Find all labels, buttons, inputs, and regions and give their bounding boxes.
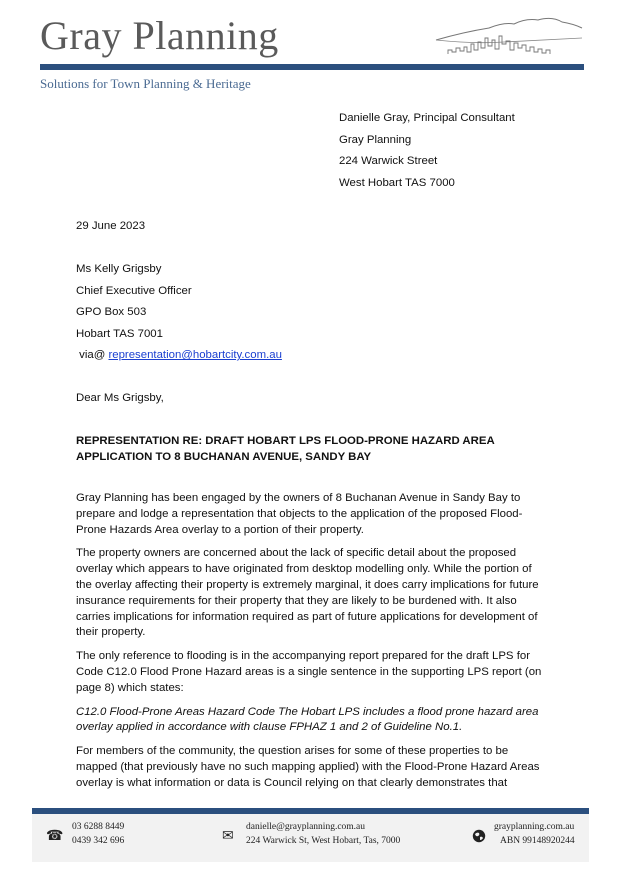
footer-email: danielle@grayplanning.com.au bbox=[246, 822, 366, 832]
recipient-address-block bbox=[76, 261, 282, 369]
footer-contact bbox=[246, 820, 400, 848]
quoted-paragraph: C12.0 Flood-Prone Areas Hazard Code The Hobart LPS includes a flood prone hazard area overlay applied in accordance with clause FPHAZ 1 and 2 of Guideline No.1. bbox=[76, 705, 539, 734]
recipient-email-link[interactable]: representation@hobartcity.com.au bbox=[108, 349, 282, 362]
company-tagline: Solutions for Town Planning & Heritage bbox=[40, 76, 251, 91]
sender-company: Gray Planning bbox=[339, 133, 412, 146]
footer-phone-2: 0439 342 696 bbox=[72, 836, 125, 846]
footer-abn: ABN 99148920244 bbox=[500, 836, 575, 846]
email-prefix: via@ bbox=[76, 349, 109, 362]
body-paragraph: The property owners are concerned about the lack of specific detail about the proposed overlay which appears to have originated from desktop modelling only. While the portion of the overlay affecting their property is extremely marginal, it does carry implications for future insurance requirements for their property that they are likely to be burdened with. It also carries implications for information required as part of future applications for development of their property. bbox=[76, 547, 539, 639]
sender-suburb: West Hobart TAS 7000 bbox=[339, 176, 455, 189]
body-paragraph: Gray Planning has been engaged by the owners of 8 Buchanan Avenue in Sandy Bay to prepare and lodge a representation that objects to the application of the proposed Flood-Prone Hazards Area overlay to a portion of their property. bbox=[76, 492, 523, 536]
recipient-email-line bbox=[76, 347, 282, 369]
recipient-po-box: GPO Box 503 bbox=[76, 306, 147, 319]
letter-date: 29 June 2023 bbox=[76, 220, 146, 232]
sender-street: 224 Warwick Street bbox=[339, 155, 438, 168]
header-divider bbox=[40, 64, 584, 70]
footer bbox=[32, 814, 589, 862]
footer-address: 224 Warwick St, West Hobart, Tas, 7000 bbox=[246, 836, 401, 846]
mail-icon: ✉ bbox=[222, 827, 234, 843]
recipient-city: Hobart TAS 7001 bbox=[76, 327, 163, 340]
letter-subject: REPRESENTATION RE: DRAFT HOBART LPS FLOOD-PRONE HAZARD AREA APPLICATION TO 8 BUCHANAN AVENUE, SANDY BAY bbox=[76, 435, 495, 463]
globe-icon bbox=[472, 829, 486, 843]
company-logo-title: Gray Planning bbox=[40, 13, 279, 58]
skyline-logo-icon bbox=[434, 14, 584, 56]
phone-icon: ☎ bbox=[46, 827, 64, 843]
footer-phone-1: 03 6288 8449 bbox=[72, 822, 125, 832]
recipient-name: Ms Kelly Grigsby bbox=[76, 263, 162, 275]
sender-address-block bbox=[339, 110, 515, 196]
letter-body bbox=[76, 491, 548, 800]
body-paragraph: For members of the community, the question arises for some of these properties to be mapped (that previously have no such mapping applied) with the Flood-Prone Hazard Areas overlay is what information or data is Council relying on that clearly demonstrates that bbox=[76, 745, 540, 789]
salutation: Dear Ms Grigsby, bbox=[76, 392, 164, 404]
footer-website: grayplanning.com.au bbox=[494, 822, 575, 832]
body-paragraph: The only reference to flooding is in the accompanying report prepared for the draft LPS for Code C12.0 Flood Prone Hazard areas is a single sentence in the supporting LPS report (on page 8) which states: bbox=[76, 650, 542, 694]
recipient-title: Chief Executive Officer bbox=[76, 284, 192, 297]
footer-web bbox=[494, 820, 575, 848]
sender-name: Danielle Gray, Principal Consultant bbox=[339, 112, 515, 124]
footer-phones bbox=[72, 820, 124, 848]
